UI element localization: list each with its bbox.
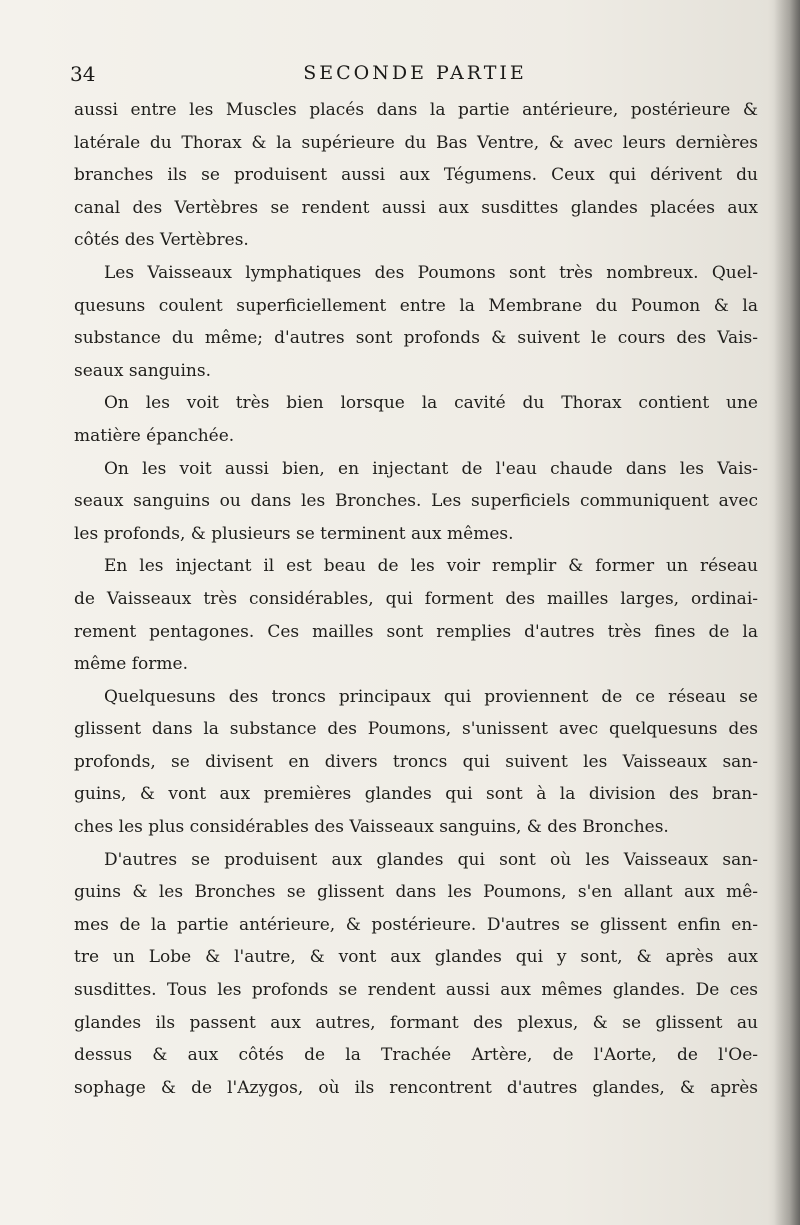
text-line: tre un Lobe & l'autre, & vont aux glandes qui y sont, & après aux	[74, 947, 758, 968]
text-line: quesuns coulent superficiellement entre la Membrane du Poumon & la	[74, 295, 758, 316]
text-line: même forme.	[74, 654, 189, 675]
text-line: D'autres se produisent aux glandes qui sont où les Vaisseaux san-	[104, 849, 758, 870]
text-line: profonds, se divisent en divers troncs qui suivent les Vaisseaux san-	[74, 751, 758, 772]
text-line: Quelquesuns des troncs principaux qui proviennent de ce réseau se	[104, 686, 758, 707]
text-line: seaux sanguins ou dans les Bronches. Les superficiels communiquent avec	[74, 491, 758, 512]
text-line: aussi entre les Muscles placés dans la partie antérieure, postérieure &	[74, 100, 758, 120]
text-line: latérale du Thorax & la supérieure du Bas Ventre, & avec leurs dernières	[74, 132, 758, 153]
text-line: côtés des Vertèbres.	[74, 230, 249, 251]
text-line: les profonds, & plusieurs se terminent aux mêmes.	[74, 523, 514, 544]
text-line: glandes ils passent aux autres, formant des plexus, & se glissent au	[74, 1012, 758, 1033]
text-line: sophage & de l'Azygos, où ils rencontrent d'autres glandes, & après	[74, 1077, 758, 1098]
page-number: 34	[70, 62, 96, 86]
text-line: de Vaisseaux très considérables, qui forment des mailles larges, ordinai-	[74, 588, 758, 609]
text-line: guins & les Bronches se glissent dans les Poumons, s'en allant aux mê-	[74, 882, 758, 903]
text-line: canal des Vertèbres se rendent aussi aux susdittes glandes placées aux	[74, 197, 758, 218]
text-line: ches les plus considérables des Vaisseaux sanguins, & des Bronches.	[74, 817, 669, 838]
page-header	[70, 62, 760, 92]
text-line: Les Vaisseaux lymphatiques des Poumons sont très nombreux. Quel-	[104, 262, 758, 283]
text-line: rement pentagones. Ces mailles sont remplies d'autres très fines de la	[74, 621, 758, 642]
running-head: SECONDE PARTIE	[303, 62, 527, 84]
text-line: mes de la partie antérieure, & postérieure. D'autres se glissent enfin en-	[74, 914, 758, 935]
text-line: guins, & vont aux premières glandes qui sont à la division des bran-	[74, 784, 758, 805]
text-line: seaux sanguins.	[74, 360, 212, 381]
text-line: On les voit aussi bien, en injectant de l'eau chaude dans les Vais-	[104, 458, 758, 479]
text-line: susdittes. Tous les profonds se rendent aussi aux mêmes glandes. De ces	[74, 980, 758, 1001]
text-line: branches ils se produisent aussi aux Tégumens. Ceux qui dérivent du	[74, 165, 758, 186]
text-line: En les injectant il est beau de les voir remplir & former un réseau	[104, 556, 758, 577]
page-edge-shadow	[774, 0, 800, 1225]
text-line: dessus & aux côtés de la Trachée Artère, de l'Aorte, de l'Oe-	[74, 1045, 758, 1066]
text-line: glissent dans la substance des Poumons, s'unissent avec quelquesuns des	[74, 719, 758, 740]
text-line: substance du même; d'autres sont profonds & suivent le cours des Vais-	[74, 328, 758, 349]
text-line: On les voit très bien lorsque la cavité du Thorax contient une	[104, 393, 758, 414]
body-text	[74, 94, 758, 1104]
text-line: matière épanchée.	[74, 425, 235, 446]
